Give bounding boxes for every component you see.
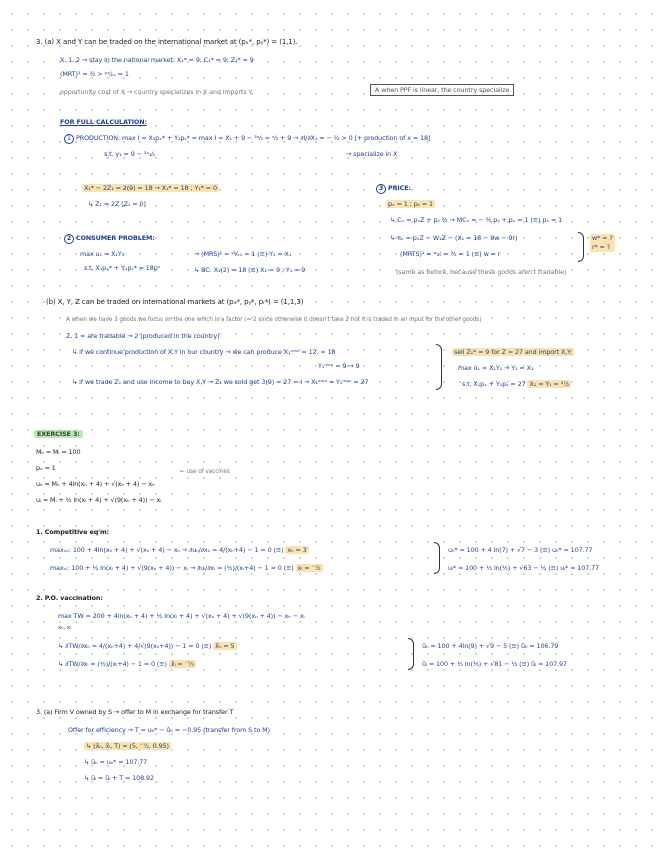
production-line2: s.t. y₁ = 9 − ³ˣ₁⁄₂	[104, 150, 155, 158]
firm-v-line4: ↳ ûₗ = ûₗ + T = 108.92	[84, 774, 154, 782]
production-text: PRODUCTION: max I = X₁pₓ* + Y₁pᵧ* = max I = X₁ + 9 − ³ˣ⁄₂ = ˣ⁄₂ + 9 → ∂I/∂X₁ = − ¹⁄₂ > 0 [+ production of x = 18]	[76, 134, 431, 142]
price-line3: ↳ Cₓ = pₓZ + pᵧ ³⁄₂ → MCₓ = − ³⁄₂ pᵧ + pₓ = 1 (≡) pₓ = 1	[390, 216, 563, 224]
po-vaccination-title: 2. P.O. vaccination:	[36, 594, 103, 602]
consumer-line2: max u₁ = X₁Y₁	[80, 250, 125, 258]
po-vaccination-result2: ûₗ = 100 + ¹⁄₂ ln(¹⁄₂) + √81 − ¹⁄₂ (≡) ûₗ = 107.97	[422, 660, 567, 668]
consumer-line4: → (MRS)¹ = ʸ¹⁄ₓ₁ = 1 (≡) Y₁ = X₁	[194, 250, 292, 258]
production-line4	[82, 184, 219, 192]
competitive-eqm-result2: uₗ* = 100 + ¹⁄₂ ln(¹⁄₂) + √63 − ¹⁄₂ (≡) uₗ* = 107.77	[448, 564, 600, 572]
exercise3-line3: uₕ = Mₕ + 4ln(xₕ + 4) + √(xₕ + 4) − xₕ	[36, 480, 155, 488]
q3a-line2: (MRT)¹ = ³⁄₂ > ᵖˣ⁄ₚᵧ = 1	[60, 70, 129, 78]
po-vaccination-line3: ↳ ∂TW/∂xₗ = (¹⁄₂)/(xₗ+4) − 1 = 0 (≡) x̂ₗ = ⁻⁷⁄₂	[58, 660, 194, 668]
price-brace	[578, 232, 584, 262]
po-vaccination-line2: ↳ ∂TW/∂xₕ = 4/(xₕ+4) + 4/√(9(xₕ+4)) − 1 = 0 (≡) x̂ₕ = 5	[58, 642, 235, 650]
firm-v-title: 3. (a) Firm V owned by S → offer to M in exchange for transfer T	[36, 708, 234, 716]
q3b-right3: s.t. X₁pₓ + Y₁pᵧ = 27 X₁ = Y₁ = ²⁷⁄₂	[462, 380, 570, 388]
step-number-badge: 2	[64, 234, 74, 244]
q3b-title: (b) X, Y, Z can be traded on international markets at (pₓ*, pᵧ*, pᵣ*) = (1,1,3)	[46, 298, 304, 306]
q3b-line6: ↳ if we trade Z₁ and use income to buy X,Y → Z₁ we sold get 3(9) = 27 = I → X₁ᵐᵃˣ = Y₁ᵐᵃˣ = 27	[72, 378, 369, 386]
po-vaccination-xl: x̂ₗ = ⁻⁷⁄₂	[170, 660, 194, 668]
competitive-eqm-line1: maxₓₕ: 100 + 4ln(xₕ + 4) + √(xₕ + 4) − xₕ → ∂uₕ/∂xₕ = 4/(xₕ+4) − 1 = 0 (≡) xₕ = 3	[50, 546, 307, 554]
q3b-line4: ↳ if we continue production of X,Y in our country → we can produce X₁ᵐᵃˣ = 12, = 18	[72, 348, 336, 356]
production-line3: → specialize in X	[346, 150, 398, 158]
q3b-note: A when we have 3 goods we focus on the one which is a factor (= 2 since otherwise it doesn't take 2 hot it is traded in an input for the other goods)	[66, 317, 482, 323]
competitive-eqm-brace	[434, 542, 440, 574]
q3b-brace	[436, 344, 442, 390]
consumer-line5: ↳ BC: X₁(2) = 18 (≡) X₁ = 9 ; Y₁ = 9	[194, 266, 306, 274]
price-wage-rent: w* = ? r* = ?	[592, 234, 613, 251]
q3b-result: X₁ = Y₁ = ²⁷⁄₂	[529, 380, 570, 388]
firm-v-line1: Offer for efficiency → T = uₕ* − ûₕ = −0.95 (transfer from S to M)	[68, 726, 270, 734]
competitive-eqm-line2: maxₓₗ: 100 + ¹⁄₂ ln(xₗ + 4) + √(9(xₕ + 4)) − xₗ → ∂uₗ/∂xₗ = (¹⁄₂)/(xₗ+4) − 1 = 0 (≡) xₗ = ⁻⁷⁄₂	[50, 564, 321, 572]
step-number-badge: 3	[376, 184, 386, 194]
firm-v-line2: ↳ (x̂ₕ, x̂ₗ, T) = (5, ⁻⁷⁄₂, 0.95)	[86, 742, 169, 750]
q3b-right1: sell Z₁* = 9 for Z = 27 and import X,Y:	[454, 348, 573, 356]
competitive-eqm-result1: uₕ* = 100 + 4 ln(7) + √7 − 3 (≡) uₕ* = 107.77	[448, 546, 593, 554]
ppf-linear-note-box: A when PPF is linear, the country specialize	[370, 84, 514, 96]
competitive-eqm-xl: xₗ = ⁻⁷⁄₂	[297, 564, 321, 572]
exercise3-line2: pₓ = 1	[36, 464, 56, 472]
po-vaccination-brace	[408, 638, 414, 670]
q3a-line1: X, 1, 2 → stay in the national market: X₁* = 9; C₁* = 9; Z₁* = 9	[60, 56, 254, 64]
consumer-heading: 2 CONSUMER PROBLEM:	[64, 234, 155, 244]
po-vaccination-sub: xₕ, xₗ	[58, 625, 71, 631]
po-vaccination-line1: max TW = 200 + 4ln(xₕ + 4) + ¹⁄₂ ln(xₗ + 4) + √(xₕ + 4) + √(9(xₕ + 4)) − xₕ − xₗ	[58, 612, 305, 620]
price-line2: pₓ = 1 ; pᵧ = 1	[388, 200, 434, 208]
production-result: X₁* − 2Z₁ = 2(9) = 18 → X₁* = 18 ; Y₁* = 0	[84, 184, 217, 192]
price-line4: ↳ πₓ = pₓZ − W₁Z − (X₁ = 18 − 9w − 9r)	[390, 234, 518, 242]
firm-v-line3: ↳ ûₕ = uₕ* = 107.77	[84, 758, 148, 766]
production-line5: ↳ Z₁ = 2Z [Z₁ = 0]	[88, 200, 146, 208]
q3b-right2: max u₁ = X₁Y₁ → Y₁ = X₁	[458, 364, 534, 372]
exercise3-line4: uₗ = Mₗ + ¹⁄₂ ln(xₗ + 4) + √(9(xₕ + 4)) − xₗ	[36, 496, 162, 504]
exercise3-title: EXERCISE 3:	[34, 430, 83, 438]
competitive-eqm-xh: xₕ = 3	[287, 546, 307, 554]
q3b-line5: Y₁ᵐᵃˣ = 9 → 9	[318, 362, 360, 370]
price-line5: (MRTS)¹ = ʷ₁⁄ᵣ = ³⁄₂ = 1 (≡) w = r	[400, 250, 501, 258]
full-calculation-heading: FOR FULL CALCULATION:	[60, 118, 147, 126]
competitive-eqm-title: 1. Competitive eq'm:	[36, 528, 110, 536]
po-vaccination-result1: ûₕ = 100 + 4ln(9) + √9 − 5 (≡) ûₕ = 106.79	[422, 642, 559, 650]
q3b-line3: Z, 1 = are tradable → 2 (produced in the country)	[66, 332, 220, 340]
q3a-title: 3. (a) X and Y can be traded on the international market at (pₓ*, pᵧ*) = (1,1).	[36, 38, 298, 46]
step-number-badge: 1	[64, 134, 74, 144]
production-line1	[64, 134, 430, 144]
exercise3-note: ← use of vaccines	[180, 469, 230, 475]
price-heading: 3 PRICE:	[376, 184, 411, 194]
consumer-line3: s.t. X₁pₓ* + Y₁pᵧ* = 18pˣ	[84, 264, 161, 272]
q3a-line3: opportunity cost of X → country specializes in X and imports Y	[60, 88, 253, 96]
exercise3-line1: Mₕ = Mₗ = 100	[36, 448, 81, 456]
po-vaccination-xh: x̂ₕ = 5	[215, 642, 235, 650]
price-note: (same as before, because these goods aren't tradable)	[396, 268, 567, 276]
